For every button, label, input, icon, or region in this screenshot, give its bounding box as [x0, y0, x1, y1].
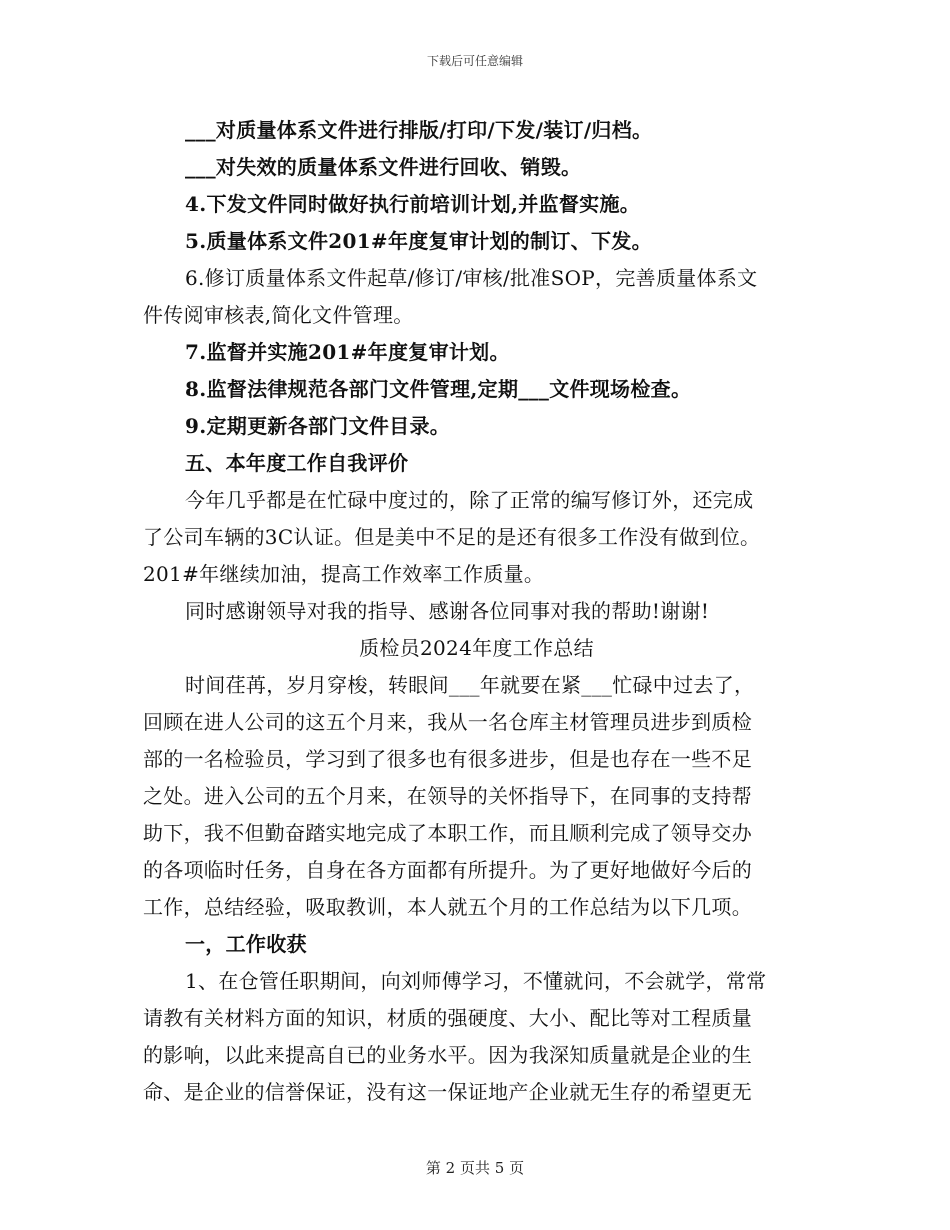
- text-line: ___对失效的质量体系文件进行回收、销毁。: [185, 155, 582, 179]
- text-line: 1、在仓管任职期间，向刘师傅学习，不懂就问，不会就学，常常: [185, 969, 767, 993]
- document-body: [143, 112, 810, 1111]
- text-line: 同时感谢领导对我的指导、感谢各位同事对我的帮助!谢谢!: [185, 599, 710, 623]
- text-line: 时间荏苒，岁月穿梭，转眼间___年就要在紧___忙碌中过去了，: [185, 673, 755, 697]
- section-title: 质检员2024年度工作总结: [359, 636, 594, 660]
- text-line: 7.监督并实施201#年度复审计划。: [185, 340, 510, 364]
- text-line: 助下，我不但勤奋踏实地完成了本职工作，而且顺利完成了领导交办: [143, 821, 752, 845]
- text-line: ___对质量体系文件进行排版/打印/下发/装订/归档。: [185, 118, 653, 142]
- text-line: 了公司车辆的3C认证。但是美中不足的是还有很多工作没有做到位。: [143, 525, 761, 549]
- text-line: 件传阅审核表,简化文件管理。: [143, 303, 414, 327]
- text-line: 今年几乎都是在忙碌中度过的，除了正常的编写修订外，还完成: [185, 488, 754, 512]
- text-line: 工作，总结经验，吸取教训，本人就五个月的工作总结为以下几项。: [143, 895, 752, 919]
- text-line: 5.质量体系文件201#年度复审计划的制订、下发。: [185, 229, 652, 253]
- text-line: 五、本年度工作自我评价: [185, 451, 409, 475]
- text-line: 命、是企业的信誉保证，没有这一保证地产企业就无生存的希望更无: [143, 1080, 752, 1104]
- text-line: 请教有关材料方面的知识，材质的强硬度、大小、配比等对工程质量: [143, 1006, 752, 1030]
- text-line: 4.下发文件同时做好执行前培训计划,并监督实施。: [185, 192, 641, 216]
- text-line: 201#年继续加油，提高工作效率工作质量。: [143, 562, 545, 586]
- text-line: 之处。进入公司的五个月来，在领导的关怀指导下，在同事的支持帮: [143, 784, 752, 808]
- text-line: 的影响，以此来提高自已的业务水平。因为我深知质量就是企业的生: [143, 1043, 752, 1067]
- text-line: 的各项临时任务，自身在各方面都有所提升。为了更好地做好今后的: [143, 858, 752, 882]
- text-line: 8.监督法律规范各部门文件管理,定期___文件现场检查。: [185, 377, 692, 401]
- text-line: 回顾在进人公司的这五个月来，我从一名仓库主材管理员进步到质检: [143, 710, 752, 734]
- text-line: 部的一名检验员，学习到了很多也有很多进步，但是也存在一些不足: [143, 747, 752, 771]
- page-header: 下载后可任意编辑: [426, 54, 523, 68]
- text-line: 9.定期更新各部门文件目录。: [185, 414, 451, 438]
- text-line: 6.修订质量体系文件起草/修订/审核/批准SOP，完善质量体系文: [185, 266, 758, 290]
- page-footer: 第 2 页共 5 页: [425, 1159, 525, 1177]
- text-line: 一，工作收获: [185, 932, 307, 956]
